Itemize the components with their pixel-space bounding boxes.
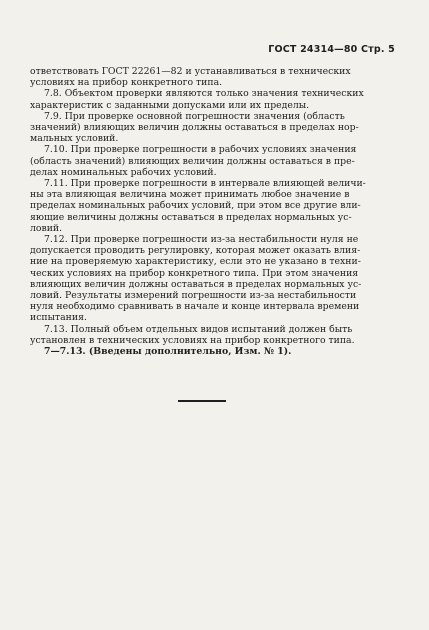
text-line: 7.9. При проверке основной погрешности значения (область — [44, 110, 345, 122]
text-line: допускается проводить регулировку, которая может оказать влия- — [30, 245, 361, 257]
text-line: яющие величины должны оставаться в пределах нормальных ус- — [30, 211, 352, 223]
text-line: испытания. — [30, 312, 87, 324]
text-line: установлен в технических условиях на прибор конкретного типа. — [30, 334, 355, 346]
paragraph-7-11 — [30, 178, 396, 234]
paragraph-7-8 — [30, 88, 396, 110]
text-line: 7.11. При проверке погрешности в интервале влияющей величи- — [44, 178, 366, 190]
text-line: ловий. — [30, 222, 63, 234]
text-line: (область значений) влияющих величин должны оставаться в пре- — [30, 155, 355, 167]
text-line: ние на проверяемую характеристику, если это не указано в техни- — [30, 256, 361, 268]
text-line: 7.8. Объектом проверки являются только значения технических — [44, 88, 364, 100]
text-line: условиях на прибор конкретного типа. — [30, 77, 223, 89]
text-line: 7.10. При проверке погрешности в рабочих условиях значения — [44, 144, 357, 156]
text-line: характеристик с заданными допусками или их пределы. — [30, 99, 310, 111]
paragraph-7-13 — [30, 324, 396, 346]
paragraph-7-9 — [30, 111, 396, 145]
text-line: делах номинальных рабочих условий. — [30, 166, 217, 178]
paragraph-7-10 — [30, 144, 396, 178]
paragraph-continuation — [30, 66, 396, 88]
text-line: ответствовать ГОСТ 22261—82 и устанавливаться в технических — [30, 66, 351, 77]
text-line: 7.13. Полный объем отдельных видов испытаний должен быть — [44, 323, 353, 335]
text-line: пределах номинальных рабочих условий, при этом все другие вли- — [30, 200, 361, 212]
text-line: влияющих величин должны оставаться в пределах нормальных ус- — [30, 278, 362, 290]
text-line: 7.12. При проверке погрешности из-за нестабильности нуля не — [44, 234, 359, 246]
text-line: ловий. Результаты измерений погрешности из-за нестабильности — [30, 290, 357, 302]
text-line: ны эта влияющая величина может принимать любое значение в — [30, 189, 350, 201]
text-line: мальных условий. — [30, 133, 119, 145]
text-line: значений) влияющих величин должны оставаться в пределах нор- — [30, 122, 359, 134]
amendment-note — [30, 346, 396, 357]
text-line: 7—7.13. (Введены дополнительно, Изм. № 1). — [44, 346, 292, 358]
section-divider — [178, 400, 226, 402]
text-line: нуля необходимо сравнивать в начале и конце интервала времени — [30, 301, 360, 313]
paragraph-7-12 — [30, 234, 396, 324]
page-header: ГОСТ 24314—80 Стр. 5 — [268, 44, 395, 55]
body-text — [30, 66, 396, 357]
text-line: ческих условиях на прибор конкретного типа. При этом значения — [30, 267, 359, 279]
